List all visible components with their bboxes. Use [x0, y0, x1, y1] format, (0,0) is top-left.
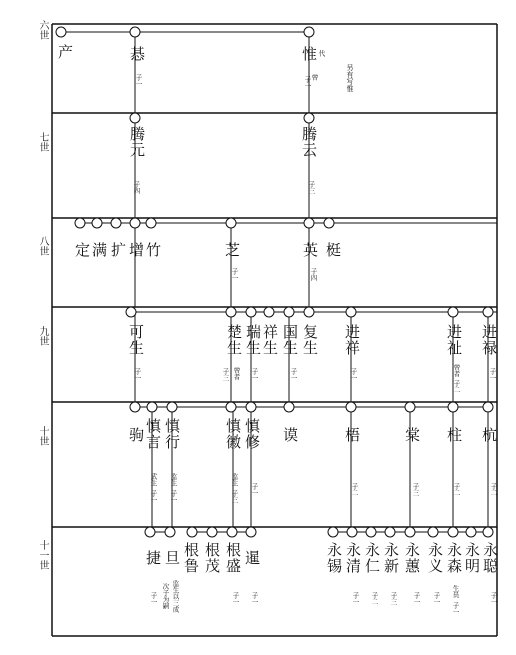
son-order-yongxin: 子三	[389, 592, 398, 605]
person-chan: 产	[56, 44, 74, 60]
generation-label-6: 六世	[37, 20, 48, 40]
node-ji	[130, 27, 140, 37]
node-zhu	[146, 218, 156, 228]
son-order-yongcong: 子一	[489, 592, 498, 605]
node-shenyan	[147, 402, 157, 412]
node-gensheng	[227, 527, 237, 537]
person-yongyi: 永义	[426, 542, 444, 574]
person-kuo: 扩	[109, 242, 127, 258]
son-order-yongqing: 子一	[351, 592, 360, 605]
person-ruisheng: 瑞生	[244, 324, 262, 356]
node-tengyun	[304, 113, 314, 123]
person-yongxi: 永锡	[325, 542, 343, 574]
person-ting: 梃	[324, 242, 342, 258]
generation-label-7: 七世	[37, 132, 48, 152]
person-shenxiu: 慎修	[243, 418, 261, 450]
node-yongxin	[385, 527, 395, 537]
person-jie: 捷	[144, 550, 162, 566]
node-tengyuan	[130, 113, 140, 123]
son-order-guosheng: 子一	[289, 368, 298, 381]
son-order-kesheng: 子一	[133, 368, 142, 381]
person-ding: 定	[73, 242, 91, 258]
person-yongqing: 永清	[344, 542, 362, 574]
node-zhi	[226, 218, 236, 228]
person-genmao: 根茂	[203, 542, 221, 574]
node-hang	[483, 402, 493, 412]
node-mo	[284, 402, 294, 412]
generation-label-8: 八世	[37, 236, 48, 256]
person-xian: 暹	[243, 550, 261, 566]
person-xiangsheng: 祥生	[261, 324, 279, 356]
person-ju: 驹	[127, 427, 145, 443]
son-order-ruisheng: 子一	[250, 368, 259, 381]
node-xian	[246, 527, 256, 537]
person-jinxiang: 进祥	[343, 324, 361, 356]
person-yongsen: 永森	[445, 542, 463, 574]
person-gensheng: 根盛	[224, 542, 242, 574]
person-yonghui: 永蕙	[403, 542, 421, 574]
son-order-ying: 子四	[309, 268, 318, 281]
person-tang: 棠	[403, 427, 421, 443]
person-zeng: 增	[127, 242, 145, 258]
son-order-tengyun: 子三	[307, 181, 316, 194]
note-chusheng: 曾者	[232, 367, 241, 380]
person-zhi: 芝	[223, 242, 241, 258]
person-man: 满	[90, 242, 108, 258]
person-fusheng: 复生	[301, 324, 319, 356]
node-wei	[304, 27, 314, 37]
title-dan: 监生以三成	[171, 580, 180, 613]
son-order-shenyan: 子一	[149, 490, 158, 503]
node-yongxi	[328, 527, 338, 537]
note-wei-other: 另有写惟	[346, 64, 354, 92]
person-guosheng: 国生	[281, 324, 299, 356]
person-yongming: 永明	[463, 542, 481, 574]
person-yongcong: 永聪	[481, 542, 499, 574]
person-shenyan: 慎言	[144, 418, 162, 450]
son-order-wu: 子二	[350, 483, 359, 496]
node-kuo	[111, 218, 121, 228]
person-tengyuan: 腾元	[128, 126, 146, 158]
node-yonghui	[405, 527, 415, 537]
son-order-tang: 子三	[411, 483, 420, 496]
node-zhuzhu	[448, 402, 458, 412]
node-yongcong	[483, 527, 493, 537]
node-shenhui	[226, 402, 236, 412]
son-order-hang: 子二	[489, 483, 498, 496]
son-order-tengyuan: 子四	[132, 181, 141, 194]
son-order-wei: 子一	[303, 76, 312, 89]
person-dan: 旦	[163, 550, 181, 566]
node-guosheng	[284, 307, 294, 317]
node-ding	[75, 218, 85, 228]
person-tengyun: 腾云	[300, 126, 318, 158]
son-order-chusheng: 子三	[221, 368, 230, 381]
son-order-zhi: 子一	[230, 268, 239, 281]
son-order-yongren: 子二	[370, 592, 379, 605]
generation-label-9: 九世	[37, 326, 48, 346]
person-jinzhi: 进祉	[445, 324, 463, 356]
node-yongren	[366, 527, 376, 537]
node-ting	[324, 218, 334, 228]
person-yongren: 永仁	[363, 542, 381, 574]
node-kesheng	[126, 307, 136, 317]
person-zhuzhu: 柱	[445, 427, 463, 443]
title-shenyan: 武生	[149, 473, 158, 486]
node-shenxiu	[246, 402, 256, 412]
person-chusheng: 楚生	[225, 324, 243, 356]
node-chan	[56, 27, 66, 37]
son-order-gensheng: 子一	[231, 592, 240, 605]
person-wei: 惟	[300, 46, 318, 62]
person-hang: 杭	[480, 427, 498, 443]
person-genlu: 根鲁	[182, 542, 200, 574]
node-chusheng	[226, 307, 236, 317]
node-ju	[130, 402, 140, 412]
node-genlu	[187, 527, 197, 537]
node-yongsen	[448, 527, 458, 537]
generation-label-11: 十一世	[37, 540, 48, 570]
node-wu	[346, 402, 356, 412]
node-jinlu	[483, 307, 493, 317]
person-shenhui: 慎徽	[224, 418, 242, 450]
person-jinlu: 进禄	[480, 324, 498, 356]
node-jinzhi	[448, 307, 458, 317]
node-ying	[304, 218, 314, 228]
son-order-ji: 子一	[134, 74, 143, 87]
son-order-shenxing: 子一	[169, 490, 178, 503]
note-wei-zeng: 曾	[310, 74, 319, 81]
node-xiangsheng	[264, 307, 274, 317]
person-yongxin: 永新	[382, 542, 400, 574]
person-ying: 英	[301, 242, 319, 258]
node-fusheng	[304, 307, 314, 317]
node-dan	[165, 527, 175, 537]
node-yongqing	[347, 527, 357, 537]
node-yongyi	[428, 527, 438, 537]
node-jie	[145, 527, 155, 537]
node-jinxiang	[346, 307, 356, 317]
son-order-jinzhi: 子二	[452, 380, 461, 393]
note-wei-dai: 代	[317, 50, 326, 57]
person-mo: 谟	[281, 427, 299, 443]
person-ji: 惎	[128, 46, 146, 62]
node-tang	[405, 402, 415, 412]
son-order-jinxiang: 子一	[349, 368, 358, 381]
son-order-yongyi: 子一	[432, 592, 441, 605]
node-ruisheng	[246, 307, 256, 317]
son-order-xian: 子一	[250, 592, 259, 605]
person-zhu: 竹	[144, 242, 162, 258]
node-shenxing	[167, 402, 177, 412]
son-order-shenxiu: 子一	[250, 483, 259, 496]
son-order-zhuzhu: 子二	[452, 483, 461, 496]
person-shenxing: 慎行	[163, 418, 181, 450]
son-order-jie: 子一	[149, 592, 158, 605]
node-genmao	[207, 527, 217, 537]
title-shenhui: 监生	[230, 473, 239, 486]
note-jinzhi: 曾者	[452, 364, 461, 377]
note-dan: 次子为嗣	[161, 583, 170, 609]
generation-label-10: 十世	[37, 426, 48, 446]
person-wu: 梧	[343, 427, 361, 443]
node-zeng	[130, 218, 140, 228]
node-yongming	[466, 527, 476, 537]
title-shenxing: 监生	[169, 473, 178, 486]
son-order-shenhui: 子三	[230, 490, 239, 503]
son-order-yongsen: 子一	[451, 602, 460, 615]
person-kesheng: 可生	[127, 324, 145, 356]
son-order-jinlu: 子一	[488, 368, 497, 381]
son-order-yonghui: 子一	[412, 592, 421, 605]
node-man	[92, 218, 102, 228]
title-yongsen: 生员	[451, 585, 460, 598]
